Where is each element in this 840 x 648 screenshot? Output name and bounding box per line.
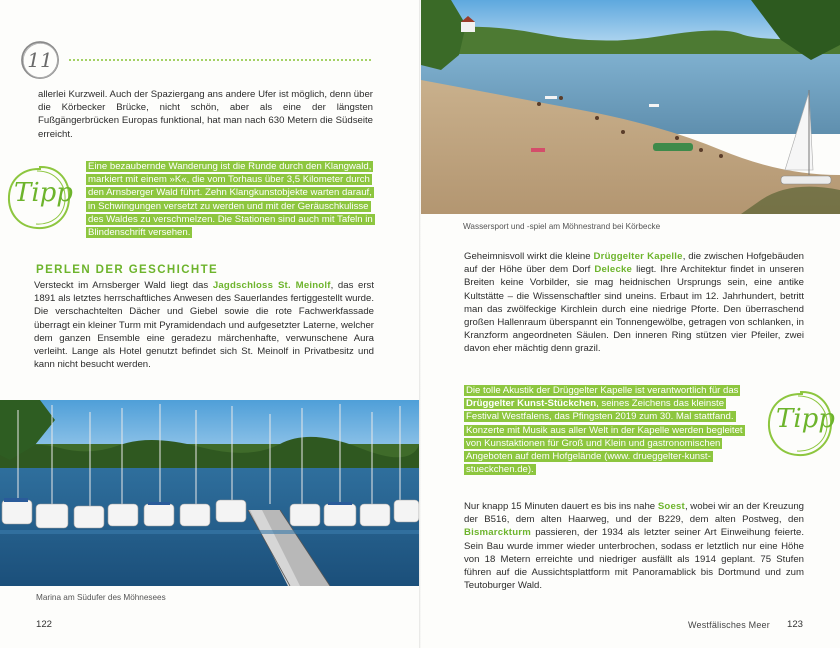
- tipp-text-left: Eine bezaubernde Wanderung ist die Runde durch den Klangwald, markiert mit einem »K«, die vom Torhaus über 3,5 Kilometer durch den Arnsberger Wald führt. Zehn Klangkunstobjekte warten darauf, in Schwingungen versetzt zu werden und mit der Geräuschkulisse des Waldes zu verschmelzen. Die Stationen sind auch mit Tafeln in Blindenschrift versehen.: [88, 161, 373, 239]
- tipp-label-left: Tipp: [14, 178, 73, 208]
- running-title: Westfälisches Meer: [688, 620, 770, 630]
- tipp-box-right: [464, 384, 750, 476]
- tipp-text-right: Die tolle Akustik der Drüggelter Kapelle ist verantwortlich für das Drüggelter Kunst-Stückchen, seines Zeichens das kleinste Festival Westfalens, das Pfingsten 2019 zum 30. Mal stattfand. Konzerte mit Musik aus aller Welt in der Kapelle werden begleitet von Kunstaktionen für Groß und Klein und gastronomischen Angeboten auf dem Hofgelände (www. drueggelter-kunst-stueckchen.de).: [466, 385, 743, 476]
- highlight-soest: Soest: [657, 501, 685, 512]
- tipp-label-right: Tipp: [776, 404, 835, 434]
- beach-caption: Wassersport und -spiel am Möhnestrand bei Körbecke: [463, 222, 661, 231]
- beach-photo: [421, 0, 840, 214]
- dotted-rule: [68, 59, 373, 61]
- marina-caption: Marina am Südufer des Möhnesees: [36, 593, 166, 602]
- tipp-box-left: [86, 160, 374, 239]
- chapter-number-badge: [20, 40, 60, 80]
- intro-paragraph: [38, 88, 373, 141]
- section-text: Versteckt im Arnsberger Wald liegt das Jagdschloss St. Meinolf, das erst 1891 als letztes herrschaftliches Anwesen des Sauerlandes fertiggestellt wurde. Die verschachtelten Dächer und Giebel sowie die rote Fachwerkfassade überragt ein kleiner Turm mit Pyramidendach und aufgesetzter Laterne, welcher dem ganzen Ensemble eine geradezu märchenhafte, verwunschene Aura verleiht. Lange als Hotel genutzt befindet sich St. Meinolf in Privatbesitz und kann nicht besucht werden.: [34, 280, 374, 371]
- page-number-right: 123: [787, 619, 804, 630]
- section-heading: PERLEN DER GESCHICHTE: [36, 264, 219, 276]
- marina-photo: [0, 400, 419, 586]
- chapter-number: 11: [27, 48, 53, 72]
- highlight-jagdschloss: Jagdschloss St. Meinolf: [212, 280, 331, 291]
- highlight-delecke: Delecke: [594, 264, 633, 276]
- highlight-bismarckturm: Bismarckturm: [464, 527, 531, 539]
- intro-text: allerlei Kurzweil. Auch der Spaziergang ans andere Ufer ist möglich, denn über die Körbecker Brücke, nicht schön, aber als eine der längsten Fußgängerbrücken Europas funktional, hat man nach 630 Metern die Südseite erreicht.: [38, 89, 373, 140]
- chapter-circle-icon: [20, 40, 60, 80]
- page-number-left: 122: [36, 619, 53, 630]
- highlight-drueggelter-kapelle: Drüggelter Kapelle: [593, 251, 683, 262]
- right-paragraph-1: Geheimnisvoll wirkt die kleine Drüggelter Kapelle, die zwischen Hofgebäuden auf der Höhe über dem Dorf Delecke liegt. Ihre Architektur findet in unseren Breiten keine Vorbilder, sie mag heidnischen Ursprungs sein, eine antike Kultstätte – die Wissenschaftler sind uneins. Erbaut im 12. Jahrhundert, betritt man das zwölfeckige Kirchlein durch eine niedrige Pforte. Den überraschend großen Hallenraum überspannt ein Tonnengewölbe, getragen von schlanken, in Kranzform angeordneten Säulen. Den inneren Ring stützen vier Pfeiler, zwei davon eher mächtig denn grazil.: [464, 251, 805, 355]
- beach-image: [421, 0, 840, 214]
- right-paragraph-2: Nur knapp 15 Minuten dauert es bis ins nahe Soest, wobei wir an der Kreuzung der B516, dem alten Haarweg, und der B229, dem alten Postweg, den Bismarckturm passieren, der 1934 als letzter seiner Art Einweihung feierte. Sein Bau wurde immer wieder unterbrochen, sodass er letztlich nur eine Höhe von 18 Metern erreichte und niedriger ausfällt als 1914 geplant. 75 Stufen führen auf die Aussichtsplattform mit Panoramablick bis Dortmund und zum Teutoburger Wald.: [464, 501, 804, 592]
- tipp-highlight-kunst-stueckchen: Drüggelter Kunst-Stückchen: [466, 398, 597, 410]
- section-paragraph: [34, 279, 374, 371]
- marina-image: [0, 400, 419, 586]
